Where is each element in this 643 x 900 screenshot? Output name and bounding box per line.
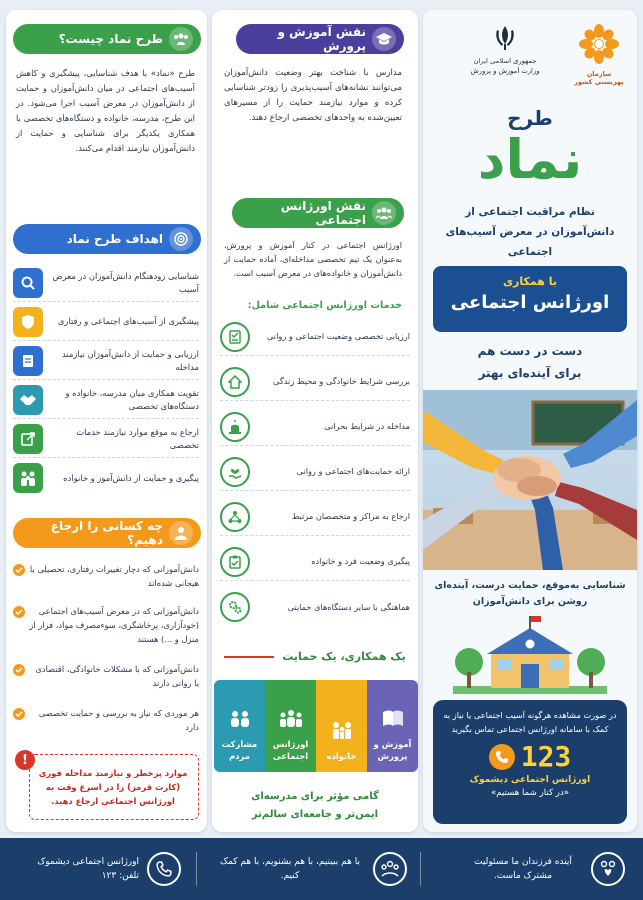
puzzle-label: مشارکت مردم bbox=[221, 739, 258, 761]
partner-line2: اورژانس اجتماعی bbox=[450, 292, 610, 313]
puzzle-piece bbox=[265, 680, 316, 772]
gov-line2: وزارت آموزش و پرورش bbox=[470, 67, 540, 75]
cooperation-closing: گامی مؤثر برای مدرسه‌ای ایمن‌تر و جامعه‌ای سالم‌تر bbox=[251, 791, 379, 820]
check-icon bbox=[13, 564, 25, 576]
family-icon bbox=[330, 721, 354, 742]
contact-quote: «در کنار شما هستیم» bbox=[490, 788, 570, 798]
puzzle-piece bbox=[367, 680, 418, 772]
referral-item bbox=[13, 562, 199, 590]
referral-text: دانش‌آموزانی که دچار تغییرات رفتاری، تحصیلی یا هیجانی شده‌اند bbox=[29, 564, 199, 588]
report-icon bbox=[13, 346, 43, 376]
referral-item bbox=[13, 604, 199, 646]
gov-logo bbox=[463, 24, 547, 76]
services-title: خدمات اورژانس اجتماعی شامل: bbox=[247, 300, 402, 311]
check-icon bbox=[13, 606, 25, 618]
cooperation-title-row bbox=[222, 650, 408, 663]
org-logo bbox=[573, 24, 625, 86]
referral-title: چه کسانی را ارجاع دهیم؟ bbox=[50, 519, 163, 547]
hands-together-icon bbox=[373, 852, 407, 886]
goal-text: ارجاع به موقع موارد نیازمند خدمات تخصصی bbox=[76, 426, 199, 450]
service-text: ارائه حمایت‌های اجتماعی و روانی bbox=[296, 466, 410, 476]
graduation-cap-icon bbox=[372, 27, 396, 51]
warning-icon: ! bbox=[15, 750, 35, 770]
emergency-role-text: اورژانس اجتماعی در کنار آموزش و پرورش، به‌عنوان یک تیم تخصصی مداخله‌ای، آماده حمایت از دانش‌آموزان و خانواده‌های در معرض آسیب است. bbox=[224, 240, 402, 278]
check-icon bbox=[13, 664, 25, 676]
roles-panel bbox=[212, 10, 418, 832]
contact-number[interactable]: 123 bbox=[520, 740, 572, 773]
goal-item bbox=[13, 420, 199, 458]
contact-text: در صورت مشاهده هرگونه آسیب اجتماعی یا نیاز به کمک با سامانه اورژانس اجتماعی تماس بگیرید bbox=[443, 710, 617, 734]
service-item bbox=[220, 453, 410, 491]
education-role-title: نقش آموزش و پرورش bbox=[277, 25, 366, 53]
hero-title-big: نماد bbox=[477, 128, 583, 191]
puzzle-piece bbox=[214, 680, 265, 772]
goal-text: شناسایی زودهنگام دانش‌آموزان در معرض آسیب bbox=[52, 270, 199, 294]
goal-text: ارزیابی و حمایت از دانش‌آموزان نیازمند مداخله bbox=[61, 348, 199, 372]
users-icon bbox=[169, 27, 193, 51]
goal-text: پیشگیری از آسیب‌های اجتماعی و رفتاری bbox=[57, 316, 199, 326]
goals-header bbox=[13, 224, 201, 254]
people-icon bbox=[227, 709, 253, 730]
service-text: ارزیابی تخصصی وضعیت اجتماعی و روانی bbox=[266, 331, 410, 341]
org-flower-icon bbox=[579, 24, 619, 64]
info-panel bbox=[6, 10, 207, 832]
family-heart-icon bbox=[591, 852, 625, 886]
check-icon bbox=[13, 708, 25, 720]
phone-icon[interactable] bbox=[147, 852, 181, 886]
school-building-icon bbox=[453, 616, 607, 696]
referral-header bbox=[13, 518, 201, 548]
shield-icon bbox=[13, 307, 43, 337]
footer-item-contact[interactable] bbox=[11, 848, 181, 890]
teamwork-hands-icon bbox=[423, 390, 637, 570]
goals-title: اهداف طرح نماد bbox=[66, 232, 163, 246]
target-icon bbox=[169, 227, 193, 251]
puzzle-piece bbox=[316, 680, 367, 772]
goal-item bbox=[13, 342, 199, 380]
service-text: مداخله در شرایط بحرانی bbox=[324, 421, 410, 431]
service-item bbox=[220, 498, 410, 536]
footer-item-future bbox=[445, 848, 625, 890]
emergency-role-title: نقش اورژانس اجتماعی bbox=[280, 199, 366, 227]
goal-item bbox=[13, 381, 199, 419]
service-item bbox=[220, 363, 410, 401]
search-icon bbox=[13, 268, 43, 298]
footer-text-future: آینده فرزندان ما مسئولیت مشترک ماست. bbox=[474, 857, 572, 881]
footer-bar bbox=[0, 838, 643, 900]
gov-line1: جمهوری اسلامی ایران bbox=[473, 57, 537, 65]
service-item bbox=[220, 588, 410, 626]
service-text: هماهنگی با سایر دستگاه‌های حمایتی bbox=[287, 601, 410, 612]
footer-text-together: با هم ببینیم، با هم بشنویم، با هم کمک کنیم. bbox=[220, 857, 360, 881]
urgent-text: موارد پرخطر و نیازمند مداخله فوری (کارت قرمز) را در اسرع وقت به اورژانس اجتماعی ارجاع دهید. bbox=[38, 768, 188, 806]
org-name: سازمان بهزیستی کشور bbox=[574, 70, 624, 86]
service-item bbox=[220, 543, 410, 581]
siren-icon bbox=[220, 412, 250, 442]
referral-text: دانش‌آموزانی که با مشکلات خانوادگی، اقتصادی یا روانی دارند bbox=[35, 664, 199, 688]
footer-contact-text bbox=[19, 855, 139, 883]
what-is-header bbox=[13, 24, 201, 54]
partner-line1: با همکاری bbox=[502, 275, 558, 288]
goal-text: پیگیری و حمایت از دانش‌آموز و خانواده bbox=[63, 472, 199, 483]
referral-text: دانش‌آموزانی که در معرض آسیب‌های اجتماعی (خودآزاری، پرخاشگری، سوءمصرف مواد، فرار از منزل و ...) هستند bbox=[29, 606, 199, 644]
referral-text: هر موردی که نیاز به بررسی و حمایت تخصصی دارد bbox=[38, 708, 199, 732]
service-text: بررسی شرایط خانوادگی و محیط زندگی bbox=[273, 376, 410, 386]
education-role-text: مدارس با شناخت بهتر وضعیت دانش‌آموزان می‌توانند نشانه‌های آسیب‌پذیری را زودتر شناسایی کرده و موارد نیازمند حمایت را از مسیرهای تعیین‌شده به واحدهای تخصصی ارجاع دهند. bbox=[224, 68, 402, 123]
group-icon bbox=[278, 709, 304, 730]
hands-illustration bbox=[423, 390, 637, 570]
hero-slogan: دست در دست هم برای آینده‌ای بهتر bbox=[477, 344, 583, 380]
puzzle-label: آموزش و پرورش bbox=[373, 739, 412, 761]
handshake-icon bbox=[13, 385, 43, 415]
footer-item-together bbox=[207, 848, 407, 890]
emblem-icon bbox=[492, 24, 518, 52]
contact-number-row[interactable] bbox=[433, 740, 627, 773]
footer-contact-phone: تلفن: ۱۲۳ bbox=[101, 871, 139, 881]
goal-item bbox=[13, 264, 199, 302]
contact-box bbox=[433, 700, 627, 824]
goal-item bbox=[13, 303, 199, 341]
gears-icon bbox=[220, 592, 250, 622]
phone-icon bbox=[489, 744, 515, 770]
team-icon bbox=[372, 201, 396, 225]
footer-divider bbox=[420, 852, 421, 886]
puzzle-label: خانواده bbox=[326, 751, 357, 761]
cooperation-title: یک همکاری، یک حمایت bbox=[282, 650, 406, 663]
service-text: ارجاع به مراکز و متخصصان مرتبط bbox=[291, 511, 410, 521]
person-icon bbox=[169, 521, 193, 545]
divider bbox=[224, 656, 274, 658]
emergency-role-header bbox=[232, 198, 404, 228]
book-icon bbox=[382, 709, 404, 730]
puzzle-label: اورژانس اجتماعی bbox=[272, 739, 309, 761]
family-support-icon bbox=[13, 463, 43, 493]
footer-contact-name: اورژانس اجتماعی دیشموک bbox=[37, 857, 139, 867]
goal-item bbox=[13, 459, 199, 497]
goal-text: تقویت همکاری میان مدرسه، خانواده و دستگاه‌های تخصصی bbox=[65, 387, 199, 411]
checklist-icon bbox=[220, 322, 250, 352]
hero-title-small: طرح bbox=[507, 106, 553, 130]
hero-subtitle: نظام مراقبت اجتماعی از دانش‌آموزان در معرض آسیب‌های اجتماعی bbox=[445, 206, 615, 258]
network-icon bbox=[220, 502, 250, 532]
contact-label: اورژانس اجتماعی دیشموک bbox=[469, 775, 591, 785]
referral-icon bbox=[13, 424, 43, 454]
referral-item bbox=[13, 706, 199, 734]
education-role-header bbox=[236, 24, 404, 54]
service-item bbox=[220, 408, 410, 446]
school-illustration bbox=[453, 616, 607, 696]
footer-divider bbox=[196, 852, 197, 886]
helping-hand-icon bbox=[220, 457, 250, 487]
service-item bbox=[220, 318, 410, 356]
what-is-title: طرح نماد چیست؟ bbox=[58, 32, 163, 46]
hero-panel bbox=[423, 10, 637, 832]
service-text: پیگیری وضعیت فرد و خانواده bbox=[311, 556, 410, 566]
referral-item bbox=[13, 662, 199, 690]
home-icon bbox=[220, 367, 250, 397]
what-is-text: طرح «نماد» با هدف شناسایی، پیشگیری و کاهش آسیب‌های اجتماعی در میان دانش‌آموزان و حمایت از دانش‌آموزان در معرض آسیب اجرا می‌شود. در این طرح، مدرسه، خانواده و دستگاه‌های تخصصی با همکاری یکدیگر برای شناسایی و حمایت از دانش‌آموزان نیازمند اقدام می‌کنند. bbox=[16, 68, 195, 153]
partner-badge bbox=[433, 266, 627, 332]
clipboard-icon bbox=[220, 547, 250, 577]
hero-tagline: شناسایی به‌موقع، حمایت درست، آینده‌ای روشن برای دانش‌آموزان bbox=[434, 580, 626, 607]
urgent-box bbox=[29, 754, 199, 820]
